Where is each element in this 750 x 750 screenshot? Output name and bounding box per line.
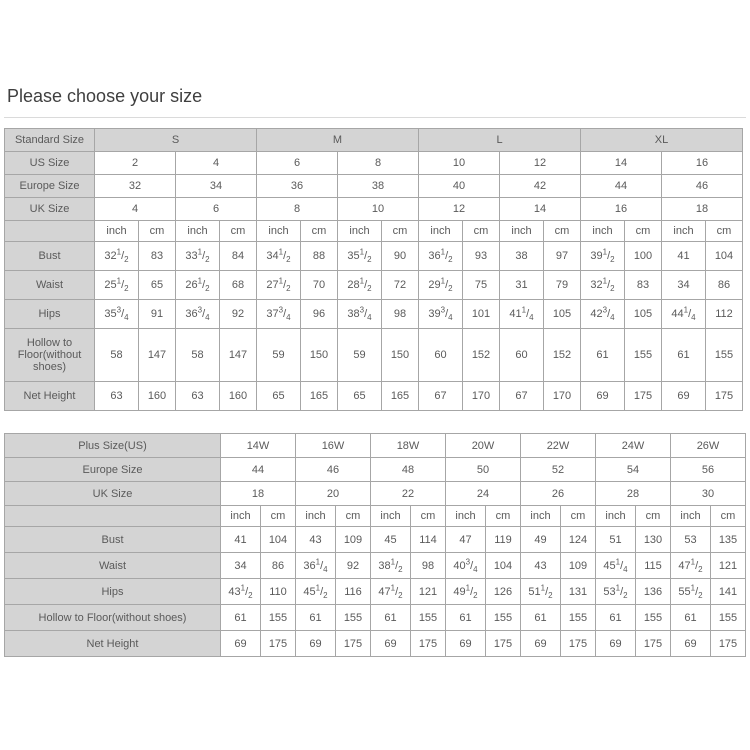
table-cell: 24W (596, 434, 671, 458)
table-cell: 97 (544, 242, 581, 271)
table-cell: 70 (301, 271, 338, 300)
table-cell: 175 (706, 382, 743, 411)
table-cell: 104 (261, 527, 296, 553)
table-cell: 51 (596, 527, 636, 553)
table-cell: 45 (371, 527, 411, 553)
table-cell: $38^3/_4$ (338, 300, 382, 329)
table-cell: 47 (446, 527, 486, 553)
table-row (5, 271, 743, 300)
table-cell: 26W (671, 434, 746, 458)
table-cell: 175 (336, 631, 371, 657)
table-cell: $38^1/_2$ (371, 553, 411, 579)
table-cell: $34^1/_2$ (257, 242, 301, 271)
table-cell: 8 (257, 198, 338, 221)
table-cell: 46 (662, 175, 743, 198)
table-cell: 26 (521, 482, 596, 506)
table-cell: 150 (301, 329, 338, 382)
table-cell: 61 (521, 605, 561, 631)
table-cell: L (419, 129, 581, 152)
table-cell: 49 (521, 527, 561, 553)
table-cell: $29^1/_2$ (419, 271, 463, 300)
table-cell: 86 (261, 553, 296, 579)
table-cell: 43 (296, 527, 336, 553)
row-label (5, 506, 221, 527)
table-row (5, 329, 743, 382)
table-cell: 48 (371, 458, 446, 482)
table-cell: inch (446, 506, 486, 527)
table-cell: inch (521, 506, 561, 527)
table-cell: 18 (662, 198, 743, 221)
table-cell: 121 (711, 553, 746, 579)
table-cell: 147 (139, 329, 176, 382)
table-cell: 63 (95, 382, 139, 411)
divider (4, 117, 746, 118)
table-row (5, 152, 743, 175)
table-row (5, 242, 743, 271)
page-title: Please choose your size (7, 86, 203, 106)
table-cell: $27^1/_2$ (257, 271, 301, 300)
table-cell: inch (419, 221, 463, 242)
table-cell: 165 (301, 382, 338, 411)
table-cell: 50 (446, 458, 521, 482)
table-cell: $45^1/_4$ (596, 553, 636, 579)
table-cell: 68 (220, 271, 257, 300)
table-cell: 104 (706, 242, 743, 271)
table-cell: 31 (500, 271, 544, 300)
table-cell: 42 (500, 175, 581, 198)
table-cell: 60 (419, 329, 463, 382)
table-cell: $39^1/_2$ (581, 242, 625, 271)
table-cell: 155 (706, 329, 743, 382)
table-cell: 86 (706, 271, 743, 300)
table-cell: cm (301, 221, 338, 242)
table-cell: $32^1/_2$ (581, 271, 625, 300)
table-cell: 63 (176, 382, 220, 411)
table-cell: 69 (521, 631, 561, 657)
table-cell: 155 (561, 605, 596, 631)
table-cell: 10 (338, 198, 419, 221)
table-cell: 65 (139, 271, 176, 300)
table-cell: inch (581, 221, 625, 242)
table-row (5, 198, 743, 221)
table-cell: $33^1/_2$ (176, 242, 220, 271)
table-cell: cm (486, 506, 521, 527)
table-cell: 69 (581, 382, 625, 411)
table-cell: 155 (486, 605, 521, 631)
table-row (5, 434, 746, 458)
table-cell: 46 (296, 458, 371, 482)
table-cell: 60 (500, 329, 544, 382)
table-cell: 98 (411, 553, 446, 579)
table-cell: cm (706, 221, 743, 242)
table-cell: 18W (371, 434, 446, 458)
table-cell: XL (581, 129, 743, 152)
table-cell: cm (544, 221, 581, 242)
table-cell: 147 (220, 329, 257, 382)
table-row (5, 300, 743, 329)
row-label: Bust (5, 527, 221, 553)
table-cell: 69 (221, 631, 261, 657)
row-label: Europe Size (5, 458, 221, 482)
table-cell: 96 (301, 300, 338, 329)
table-row (5, 631, 746, 657)
table-cell: 28 (596, 482, 671, 506)
table-cell: 121 (411, 579, 446, 605)
table-cell: 22W (521, 434, 596, 458)
row-label: Hollow to Floor(without shoes) (5, 329, 95, 382)
table-cell: 38 (500, 242, 544, 271)
table-cell: 16W (296, 434, 371, 458)
table-cell: 155 (711, 605, 746, 631)
table-cell: 61 (296, 605, 336, 631)
table-cell: 155 (636, 605, 671, 631)
table-cell: 155 (625, 329, 662, 382)
table-row (5, 605, 746, 631)
table-cell: 69 (662, 382, 706, 411)
table-cell: 109 (561, 553, 596, 579)
table-cell: $39^3/_4$ (419, 300, 463, 329)
row-label: UK Size (5, 482, 221, 506)
table-cell: 61 (581, 329, 625, 382)
table-cell: 170 (544, 382, 581, 411)
table-cell: 75 (463, 271, 500, 300)
table-cell: 52 (521, 458, 596, 482)
table-cell: 40 (419, 175, 500, 198)
table-cell: $35^1/_2$ (338, 242, 382, 271)
table-cell: cm (336, 506, 371, 527)
table-cell: cm (711, 506, 746, 527)
table-cell: 43 (521, 553, 561, 579)
table-cell: 175 (711, 631, 746, 657)
row-label: Plus Size(US) (5, 434, 221, 458)
table-cell: inch (371, 506, 411, 527)
table-cell: 32 (95, 175, 176, 198)
table-cell: 100 (625, 242, 662, 271)
table-cell: 155 (336, 605, 371, 631)
table-cell: cm (463, 221, 500, 242)
table-cell: $51^1/_2$ (521, 579, 561, 605)
table-cell: 36 (257, 175, 338, 198)
table-cell: 101 (463, 300, 500, 329)
table-cell: 38 (338, 175, 419, 198)
table-cell: 56 (671, 458, 746, 482)
row-label: Bust (5, 242, 95, 271)
table-cell: 16 (581, 198, 662, 221)
table-cell: 59 (257, 329, 301, 382)
table-cell: 109 (336, 527, 371, 553)
table-cell: 44 (221, 458, 296, 482)
table-cell: 53 (671, 527, 711, 553)
table-cell: 112 (706, 300, 743, 329)
table-cell: $53^1/_2$ (596, 579, 636, 605)
table-cell: 84 (220, 242, 257, 271)
table-cell: 24 (446, 482, 521, 506)
table-row (5, 458, 746, 482)
table-cell: 10 (419, 152, 500, 175)
table-cell: 34 (662, 271, 706, 300)
table-cell: inch (500, 221, 544, 242)
table-cell: inch (95, 221, 139, 242)
table-cell: 170 (463, 382, 500, 411)
table-cell: 131 (561, 579, 596, 605)
table-cell: $36^1/_4$ (296, 553, 336, 579)
table-cell: 61 (596, 605, 636, 631)
table-cell: 34 (176, 175, 257, 198)
table-cell: 160 (220, 382, 257, 411)
table-cell: 152 (463, 329, 500, 382)
table-cell: 88 (301, 242, 338, 271)
table-row (5, 175, 743, 198)
table-cell: 124 (561, 527, 596, 553)
table-cell: 34 (221, 553, 261, 579)
table-cell: 65 (257, 382, 301, 411)
table-cell: 61 (446, 605, 486, 631)
table-cell: 14W (221, 434, 296, 458)
table-cell: 69 (671, 631, 711, 657)
table-cell: 92 (220, 300, 257, 329)
row-label: Waist (5, 271, 95, 300)
table-cell: 110 (261, 579, 296, 605)
table-cell: 54 (596, 458, 671, 482)
table-cell: 69 (296, 631, 336, 657)
table-cell: 22 (371, 482, 446, 506)
table-cell: 175 (486, 631, 521, 657)
table-cell: inch (296, 506, 336, 527)
table-cell: $40^3/_4$ (446, 553, 486, 579)
table-cell: 83 (139, 242, 176, 271)
table-cell: 175 (625, 382, 662, 411)
table-row (5, 553, 746, 579)
row-label (5, 221, 95, 242)
table-cell: inch (221, 506, 261, 527)
table-cell: 61 (221, 605, 261, 631)
table-cell: inch (671, 506, 711, 527)
table-cell: 4 (176, 152, 257, 175)
plus-size-table (4, 433, 746, 657)
row-label: Standard Size (5, 129, 95, 152)
table-row (5, 129, 743, 152)
table-cell: 155 (261, 605, 296, 631)
table-cell: $49^1/_2$ (446, 579, 486, 605)
table-cell: 41 (221, 527, 261, 553)
table-cell: 59 (338, 329, 382, 382)
row-label: Net Height (5, 631, 221, 657)
table-cell: 105 (625, 300, 662, 329)
table-cell: $55^1/_2$ (671, 579, 711, 605)
table-cell: $36^3/_4$ (176, 300, 220, 329)
table-cell: S (95, 129, 257, 152)
table-cell: 91 (139, 300, 176, 329)
table-cell: $43^1/_2$ (221, 579, 261, 605)
row-label: US Size (5, 152, 95, 175)
table-cell: 69 (371, 631, 411, 657)
table-cell: 175 (636, 631, 671, 657)
table-cell: $42^3/_4$ (581, 300, 625, 329)
table-cell: 12 (419, 198, 500, 221)
row-label: UK Size (5, 198, 95, 221)
table-cell: $26^1/_2$ (176, 271, 220, 300)
table-cell: 69 (446, 631, 486, 657)
table-cell: inch (257, 221, 301, 242)
table-cell: $47^1/_2$ (671, 553, 711, 579)
row-label: Hips (5, 300, 95, 329)
table-cell: inch (338, 221, 382, 242)
row-label: Hollow to Floor(without shoes) (5, 605, 221, 631)
table-cell: 130 (636, 527, 671, 553)
table-cell: 126 (486, 579, 521, 605)
table-cell: M (257, 129, 419, 152)
table-cell: 160 (139, 382, 176, 411)
table-cell: $25^1/_2$ (95, 271, 139, 300)
table-cell: 175 (561, 631, 596, 657)
table-cell: $32^1/_2$ (95, 242, 139, 271)
table-cell: cm (382, 221, 419, 242)
table-row (5, 221, 743, 242)
table-row (5, 579, 746, 605)
table-cell: 72 (382, 271, 419, 300)
row-label: Europe Size (5, 175, 95, 198)
row-label: Net Height (5, 382, 95, 411)
table-cell: 104 (486, 553, 521, 579)
table-row (5, 482, 746, 506)
table-cell: 152 (544, 329, 581, 382)
table-cell: 4 (95, 198, 176, 221)
table-cell: cm (561, 506, 596, 527)
table-cell: 141 (711, 579, 746, 605)
table-cell: 67 (419, 382, 463, 411)
table-cell: 114 (411, 527, 446, 553)
table-cell: 165 (382, 382, 419, 411)
standard-size-table (4, 128, 743, 411)
table-cell: 155 (411, 605, 446, 631)
table-cell: cm (411, 506, 446, 527)
table-cell: $35^3/_4$ (95, 300, 139, 329)
table-cell: 79 (544, 271, 581, 300)
table-row (5, 382, 743, 411)
table-cell: 115 (636, 553, 671, 579)
table-cell: $47^1/_2$ (371, 579, 411, 605)
table-cell: 8 (338, 152, 419, 175)
table-cell: 20W (446, 434, 521, 458)
table-cell: 175 (261, 631, 296, 657)
table-cell: cm (220, 221, 257, 242)
table-cell: 14 (581, 152, 662, 175)
table-cell: cm (261, 506, 296, 527)
table-cell: 61 (371, 605, 411, 631)
table-cell: 61 (671, 605, 711, 631)
table-cell: 58 (176, 329, 220, 382)
table-cell: 12 (500, 152, 581, 175)
table-cell: $41^1/_4$ (500, 300, 544, 329)
table-cell: 98 (382, 300, 419, 329)
table-cell: 119 (486, 527, 521, 553)
table-cell: 20 (296, 482, 371, 506)
table-cell: cm (139, 221, 176, 242)
table-cell: inch (176, 221, 220, 242)
table-cell: inch (662, 221, 706, 242)
table-cell: $28^1/_2$ (338, 271, 382, 300)
table-cell: 44 (581, 175, 662, 198)
row-label: Hips (5, 579, 221, 605)
table-cell: 116 (336, 579, 371, 605)
table-cell: 135 (711, 527, 746, 553)
table-cell: 69 (596, 631, 636, 657)
table-cell: 83 (625, 271, 662, 300)
table-cell: $44^1/_4$ (662, 300, 706, 329)
table-cell: cm (636, 506, 671, 527)
table-cell: 92 (336, 553, 371, 579)
table-row (5, 506, 746, 527)
table-cell: 93 (463, 242, 500, 271)
table-cell: 18 (221, 482, 296, 506)
table-cell: 175 (411, 631, 446, 657)
table-cell: cm (625, 221, 662, 242)
table-cell: $36^1/_2$ (419, 242, 463, 271)
table-row (5, 527, 746, 553)
table-cell: 65 (338, 382, 382, 411)
table-cell: 136 (636, 579, 671, 605)
row-label: Waist (5, 553, 221, 579)
table-cell: 58 (95, 329, 139, 382)
table-cell: 6 (257, 152, 338, 175)
table-cell: 41 (662, 242, 706, 271)
table-cell: 14 (500, 198, 581, 221)
table-cell: 105 (544, 300, 581, 329)
table-cell: $45^1/_2$ (296, 579, 336, 605)
table-cell: 61 (662, 329, 706, 382)
table-cell: 150 (382, 329, 419, 382)
table-cell: 90 (382, 242, 419, 271)
table-cell: inch (596, 506, 636, 527)
table-cell: 6 (176, 198, 257, 221)
table-cell: 16 (662, 152, 743, 175)
table-cell: 67 (500, 382, 544, 411)
table-cell: $37^3/_4$ (257, 300, 301, 329)
table-cell: 30 (671, 482, 746, 506)
table-cell: 2 (95, 152, 176, 175)
